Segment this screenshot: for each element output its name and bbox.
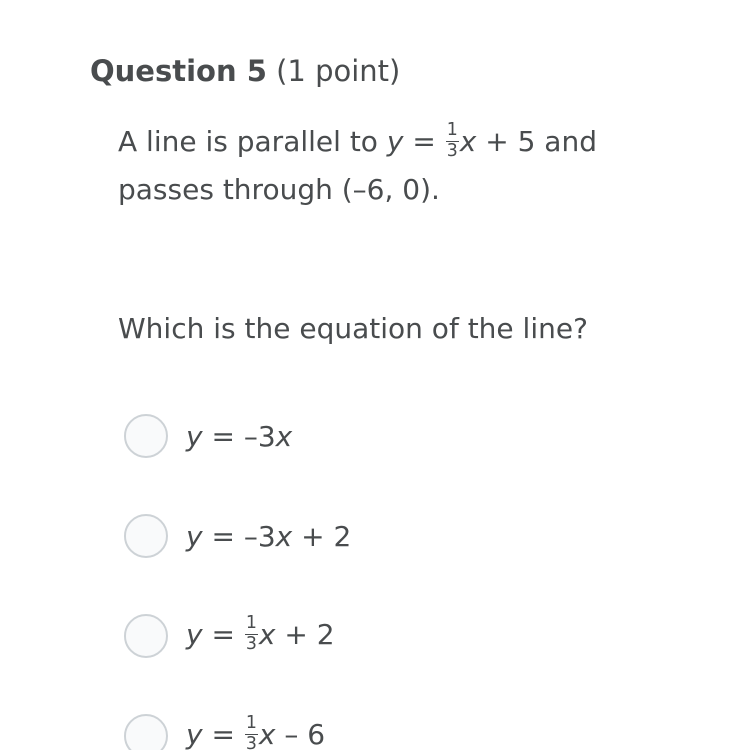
option-d-fraction-denominator: 3 xyxy=(245,733,257,750)
answer-option-b[interactable] xyxy=(124,512,351,560)
question-stem xyxy=(118,118,678,214)
stem-tail: + 5 and xyxy=(476,125,597,158)
stem-var-x: x xyxy=(459,125,477,158)
question-header xyxy=(90,54,400,88)
option-b-var-y: y xyxy=(186,519,203,553)
answer-option-c[interactable] xyxy=(124,612,335,660)
answer-option-d[interactable] xyxy=(124,712,325,750)
option-d-fraction xyxy=(245,715,258,750)
option-c-eq: = xyxy=(202,618,244,651)
radio-button-c[interactable] xyxy=(124,614,168,658)
option-c-fraction-denominator: 3 xyxy=(245,633,257,654)
radio-button-d[interactable] xyxy=(124,714,168,750)
option-d-fraction-numerator: 1 xyxy=(245,713,257,734)
option-a-eq: = –3 xyxy=(202,419,276,453)
option-c-fraction-numerator: 1 xyxy=(245,613,257,634)
option-c-tail: + 2 xyxy=(275,618,335,651)
answer-option-a[interactable] xyxy=(124,412,292,460)
stem-fraction-numerator: 1 xyxy=(446,120,458,141)
question-points: (1 point) xyxy=(276,54,401,88)
option-d-tail: – 6 xyxy=(275,718,326,750)
stem-fraction-denominator: 3 xyxy=(446,140,458,161)
stem-fraction xyxy=(446,122,459,160)
option-b-eq: = –3 xyxy=(202,519,276,553)
option-d-label xyxy=(186,713,326,750)
option-a-label xyxy=(186,420,292,453)
option-b-label xyxy=(186,520,351,553)
radio-button-a[interactable] xyxy=(124,414,168,458)
radio-button-b[interactable] xyxy=(124,514,168,558)
option-c-var-y: y xyxy=(186,618,203,651)
stem-var-y: y xyxy=(386,125,404,158)
option-c-label xyxy=(186,613,335,655)
stem-line-2: passes through (–6, 0). xyxy=(118,173,440,206)
question-prompt: Which is the equation of the line? xyxy=(118,312,588,345)
option-a-var-x: x xyxy=(275,419,293,453)
stem-line-1 xyxy=(118,118,678,166)
option-c-fraction xyxy=(245,615,258,653)
option-d-var-x: x xyxy=(258,718,276,750)
option-a-var-y: y xyxy=(186,419,203,453)
option-d-var-y: y xyxy=(186,718,203,750)
option-b-tail: + 2 xyxy=(292,519,352,553)
stem-text: A line is parallel to xyxy=(118,125,387,158)
option-b-var-x: x xyxy=(275,519,293,553)
stem-equals: = xyxy=(403,125,445,158)
option-c-var-x: x xyxy=(258,618,276,651)
question-title: Question 5 xyxy=(90,54,267,88)
option-d-eq: = xyxy=(202,718,244,750)
